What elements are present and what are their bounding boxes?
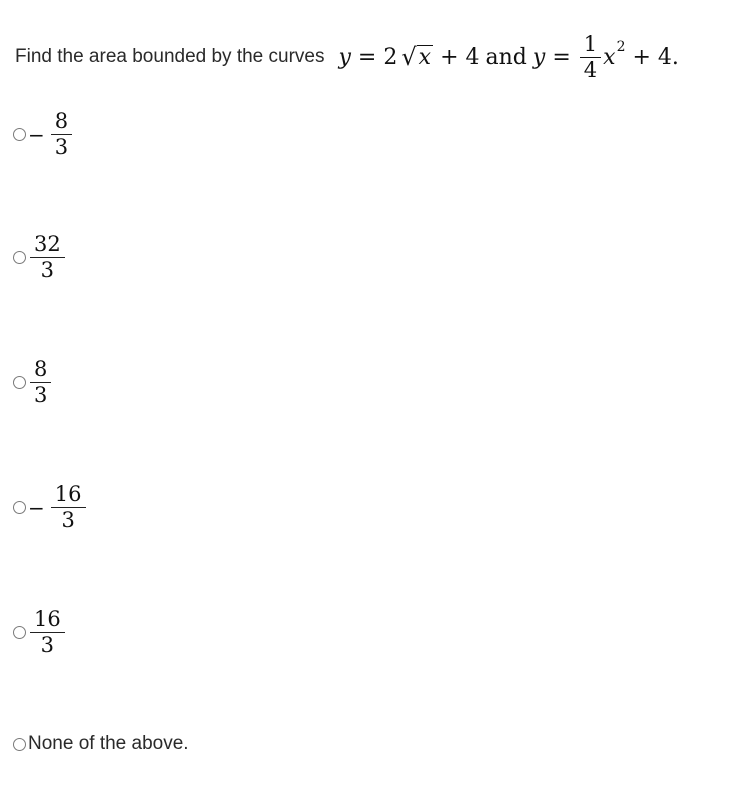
question-prompt: [15, 26, 679, 88]
radio-button[interactable]: [13, 626, 26, 639]
option-1-sign: −: [28, 122, 45, 147]
answer-option-6[interactable]: [13, 733, 189, 755]
option-2-numerator: 32: [34, 232, 61, 256]
option-4-denominator: 3: [61, 508, 75, 533]
eq2-equals: =: [552, 44, 571, 70]
eq1-equals: =: [357, 44, 377, 70]
option-6-label: None of the above.: [28, 733, 189, 754]
eq2-exponent: 2: [616, 39, 626, 55]
eq1-coefficient: 2: [383, 44, 398, 70]
eq2-period: .: [671, 44, 679, 70]
eq1-constant: 4: [465, 44, 480, 70]
option-1-denominator: 3: [54, 135, 69, 160]
eq2-plus: +: [632, 44, 651, 70]
answer-option-2[interactable]: [13, 232, 65, 283]
radio-button[interactable]: [13, 376, 26, 389]
radio-button[interactable]: [13, 501, 26, 514]
option-4-sign: −: [28, 495, 45, 520]
option-1-fraction: [51, 109, 72, 160]
option-5-denominator: 3: [40, 633, 55, 658]
connector-and: and: [485, 44, 527, 70]
answer-option-4[interactable]: [13, 482, 86, 533]
option-2-fraction: [30, 232, 65, 283]
question-text: Find the area bounded by the curves: [15, 46, 325, 67]
option-5-fraction: [30, 607, 65, 658]
answer-option-3[interactable]: [13, 357, 51, 408]
option-5-numerator: 16: [34, 607, 61, 631]
eq2-constant: 4: [657, 44, 672, 70]
option-3-denominator: 3: [34, 383, 48, 408]
sqrt-expression: [401, 43, 433, 72]
option-4-fraction: [51, 482, 86, 533]
radio-button[interactable]: [13, 128, 26, 141]
option-1-numerator: 8: [54, 109, 69, 133]
eq2-variable: x: [603, 44, 616, 70]
option-3-fraction: [30, 357, 51, 408]
answer-option-5[interactable]: [13, 607, 65, 658]
answer-option-1[interactable]: [13, 109, 72, 160]
eq1-plus: +: [440, 44, 459, 70]
radio-button[interactable]: [13, 738, 26, 751]
eq2-fraction: [580, 32, 601, 81]
equation-two: [533, 32, 679, 81]
radicand: x: [418, 44, 432, 70]
equation-one: [338, 45, 479, 70]
option-3-numerator: 8: [34, 357, 48, 381]
eq2-lhs: y: [532, 44, 546, 70]
eq2-fraction-numerator: 1: [583, 32, 598, 57]
option-2-denominator: 3: [40, 258, 55, 283]
radical-sign-icon: √: [401, 43, 417, 72]
radio-button[interactable]: [13, 251, 26, 264]
option-4-numerator: 16: [54, 482, 82, 506]
eq2-fraction-denominator: 4: [583, 57, 598, 82]
eq1-lhs: y: [338, 44, 351, 70]
